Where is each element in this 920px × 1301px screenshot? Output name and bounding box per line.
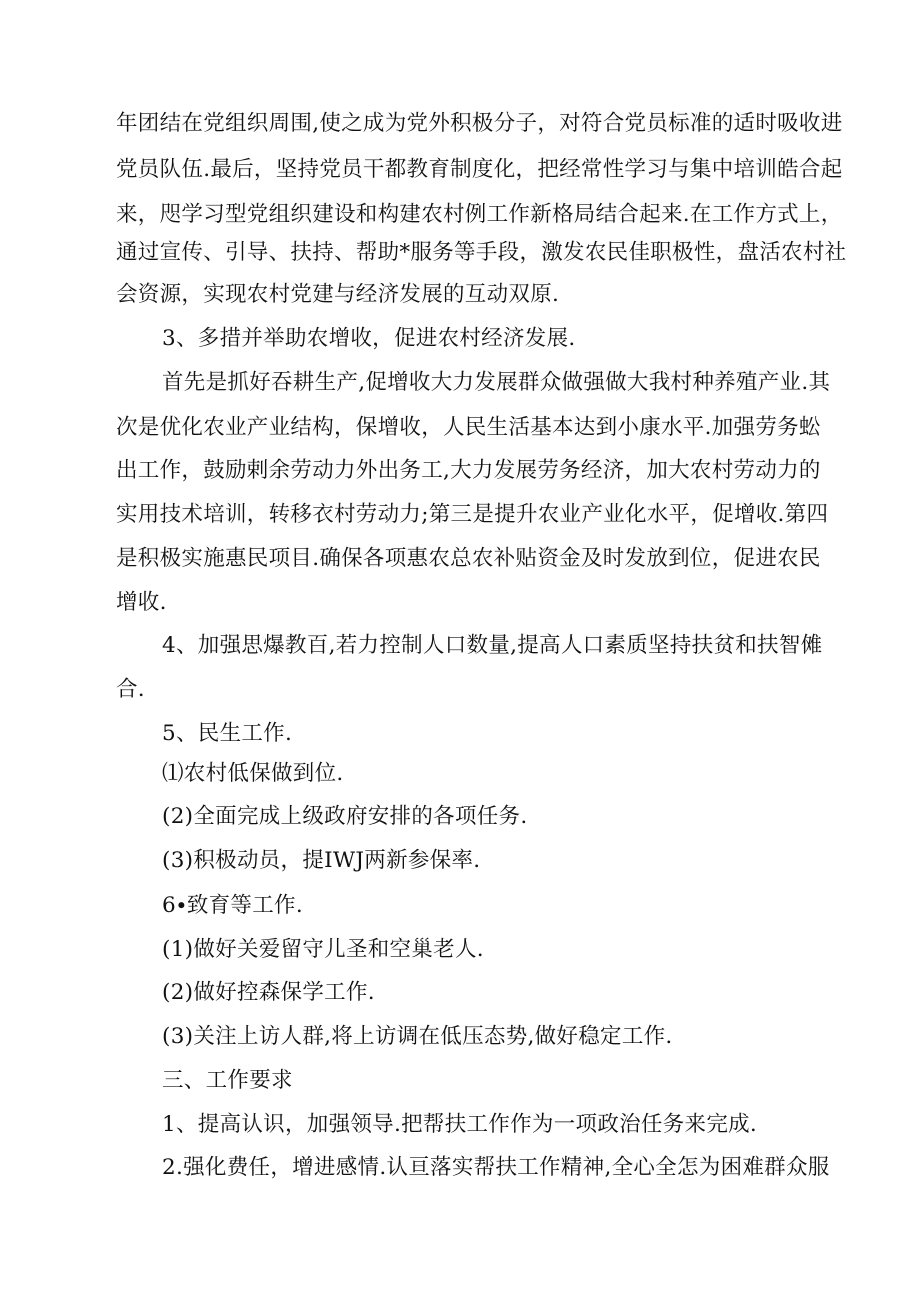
paragraph-line-12: 增收. bbox=[116, 590, 167, 615]
paragraph-line-14: 合. bbox=[116, 677, 145, 702]
list-item-5-2: (2)全面完成上级政府安排的各项任务. bbox=[162, 804, 528, 829]
paragraph-line-10: 实用技术培训，转移衣村劳动力;第三是提升农业产业化水平，促增收.第四 bbox=[116, 502, 829, 527]
requirement-item-1: 1、提高认识，加强领导.把帮扶工作作为一项政治任务来完成. bbox=[162, 1112, 758, 1137]
paragraph-line-9: 出工作，鼓励剌余劳动力外出务工,大力发展劳务经济，加大农村劳动力的 bbox=[116, 458, 821, 483]
paragraph-line-2: 党员队伍.最后，坚持党员干都教育制度化，把经常性学习与集中培训皓合起 bbox=[116, 157, 843, 182]
paragraph-line-11: 是积极实施惠民项目.确保各项惠农总农补贴资金及时发放到位，促进农民 bbox=[116, 546, 821, 571]
section-heading-5: 5、民生工作. bbox=[162, 721, 293, 746]
paragraph-line-5: 会资源，实现农村党建与经济发展的互动双原. bbox=[116, 282, 560, 307]
section-heading-6: 6∙致育等工作. bbox=[162, 893, 303, 918]
paragraph-line-8: 次是优化农业产业结构，保增收，人民生活基本达到小康水平.加强劳务蚣 bbox=[116, 415, 821, 440]
list-item-5-3: (3)积极动员，提IWJ两新参保率. bbox=[162, 848, 481, 873]
paragraph-line-7: 首先是抓好吞耕生产,促增收大力发展群众做强做大我村种养殖产业.其 bbox=[162, 370, 831, 395]
section-heading-4: 4、加强思爆教百,若力控制人口数量,提高人口素质坚持扶贫和扶智傩 bbox=[162, 633, 823, 658]
section-heading-3: 3、多措并举助农增收，促进农村经济发展. bbox=[162, 326, 576, 351]
list-item-6-1: (1)做好关爱留守儿圣和空巢老人. bbox=[162, 937, 484, 962]
section-heading-three: 三、工作要求 bbox=[162, 1068, 293, 1093]
list-item-6-3: (3)关注上访人群,将上访调在低压态势,做好稳定工作. bbox=[162, 1024, 673, 1049]
list-item-5-1: ⑴农村低保做到位. bbox=[162, 761, 344, 786]
list-item-6-2: (2)做好控森保学工作. bbox=[162, 980, 375, 1005]
requirement-item-2: 2.强化费任，增进感情.认亘落实帮扶工作精神,全心全怎为困难群众服 bbox=[162, 1155, 830, 1180]
paragraph-line-1: 年团结在党组织周围,使之成为党外积极分子，对符合党员标准的适时吸收进 bbox=[116, 111, 843, 136]
paragraph-line-3: 来，咫学习型党组织建设和构建农村例工作新格局结合起来.在工作方式上， bbox=[116, 202, 843, 227]
paragraph-line-4: 通过宣传、引导、扶持、帮助*服务等手段，激发农民佳职极性，盘活农村社 bbox=[116, 240, 847, 265]
